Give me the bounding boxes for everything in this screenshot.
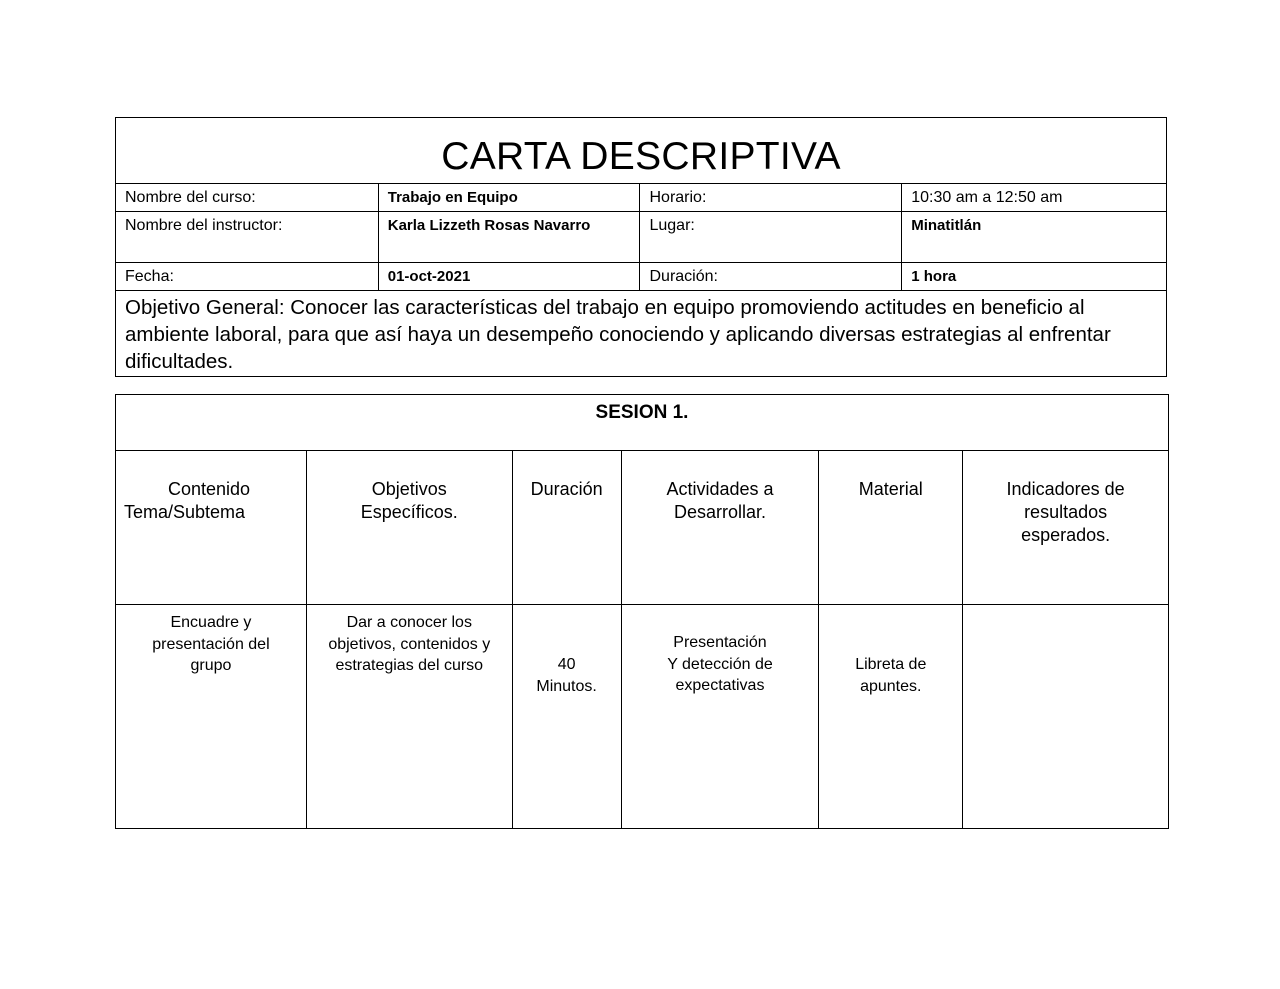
header-line: Tema/Subtema bbox=[124, 502, 246, 522]
cell-line: Presentación bbox=[673, 634, 767, 651]
location-value: Minatitlán bbox=[902, 212, 1167, 263]
cell-duracion bbox=[512, 605, 621, 829]
header-line: resultados bbox=[1024, 502, 1108, 522]
schedule-value: 10:30 am a 12:50 am bbox=[902, 184, 1167, 212]
cell-line: objetivos, contenidos y bbox=[328, 635, 491, 653]
header-line: Duración bbox=[530, 479, 603, 499]
header-material bbox=[819, 451, 963, 605]
duration-label: Duración: bbox=[640, 263, 902, 291]
cell-line: estrategias del curso bbox=[335, 657, 484, 674]
cell-line: presentación del bbox=[152, 635, 270, 653]
header-line: Objetivos bbox=[371, 479, 447, 499]
cell-line: Encuadre y bbox=[170, 614, 252, 631]
cell-line: Dar a conocer los bbox=[346, 614, 472, 631]
schedule-label: Horario: bbox=[640, 184, 902, 212]
cell-line: apuntes. bbox=[860, 677, 922, 695]
cell-contenido bbox=[116, 605, 307, 829]
general-objective: Objetivo General: Conocer las características del trabajo en equipo promoviendo actitudes en beneficio al ambiente laboral, para que así haya un desempeño conociendo y aplicando diversas estrategias al enfrentar dificultades. bbox=[116, 291, 1167, 377]
cell-indicadores bbox=[963, 605, 1169, 829]
header-line: Material bbox=[858, 479, 923, 499]
course-name-value: Trabajo en Equipo bbox=[378, 184, 640, 212]
instructor-label: Nombre del instructor: bbox=[116, 212, 379, 263]
cell-line: Libreta de bbox=[855, 656, 927, 673]
date-value: 01-oct-2021 bbox=[378, 263, 640, 291]
duration-value: 1 hora bbox=[902, 263, 1167, 291]
carta-descriptiva-table bbox=[115, 117, 1167, 377]
header-indicadores bbox=[963, 451, 1169, 605]
session-title: SESION 1. bbox=[116, 395, 1169, 451]
cell-actividades bbox=[621, 605, 819, 829]
location-label: Lugar: bbox=[640, 212, 902, 263]
date-label: Fecha: bbox=[116, 263, 379, 291]
cell-material bbox=[819, 605, 963, 829]
cell-objetivos bbox=[306, 605, 512, 829]
header-line: Actividades a bbox=[666, 479, 774, 499]
session-table bbox=[115, 394, 1169, 829]
header-contenido bbox=[116, 451, 307, 605]
instructor-value: Karla Lizzeth Rosas Navarro bbox=[378, 212, 640, 263]
header-actividades bbox=[621, 451, 819, 605]
header-duracion bbox=[512, 451, 621, 605]
header-line: esperados. bbox=[1021, 525, 1111, 545]
cell-line: expectativas bbox=[675, 677, 765, 694]
document-title: CARTA DESCRIPTIVA bbox=[116, 118, 1167, 184]
course-name-label: Nombre del curso: bbox=[116, 184, 379, 212]
cell-line: grupo bbox=[190, 657, 232, 674]
header-objetivos bbox=[306, 451, 512, 605]
header-line: Desarrollar. bbox=[673, 502, 766, 522]
cell-line: Y detección de bbox=[667, 655, 773, 673]
header-line: Específicos. bbox=[360, 502, 458, 522]
header-line: Indicadores de bbox=[1006, 479, 1125, 499]
header-line: Contenido bbox=[168, 479, 251, 499]
cell-line: 40 bbox=[557, 656, 576, 673]
cell-line: Minutos. bbox=[536, 677, 597, 695]
